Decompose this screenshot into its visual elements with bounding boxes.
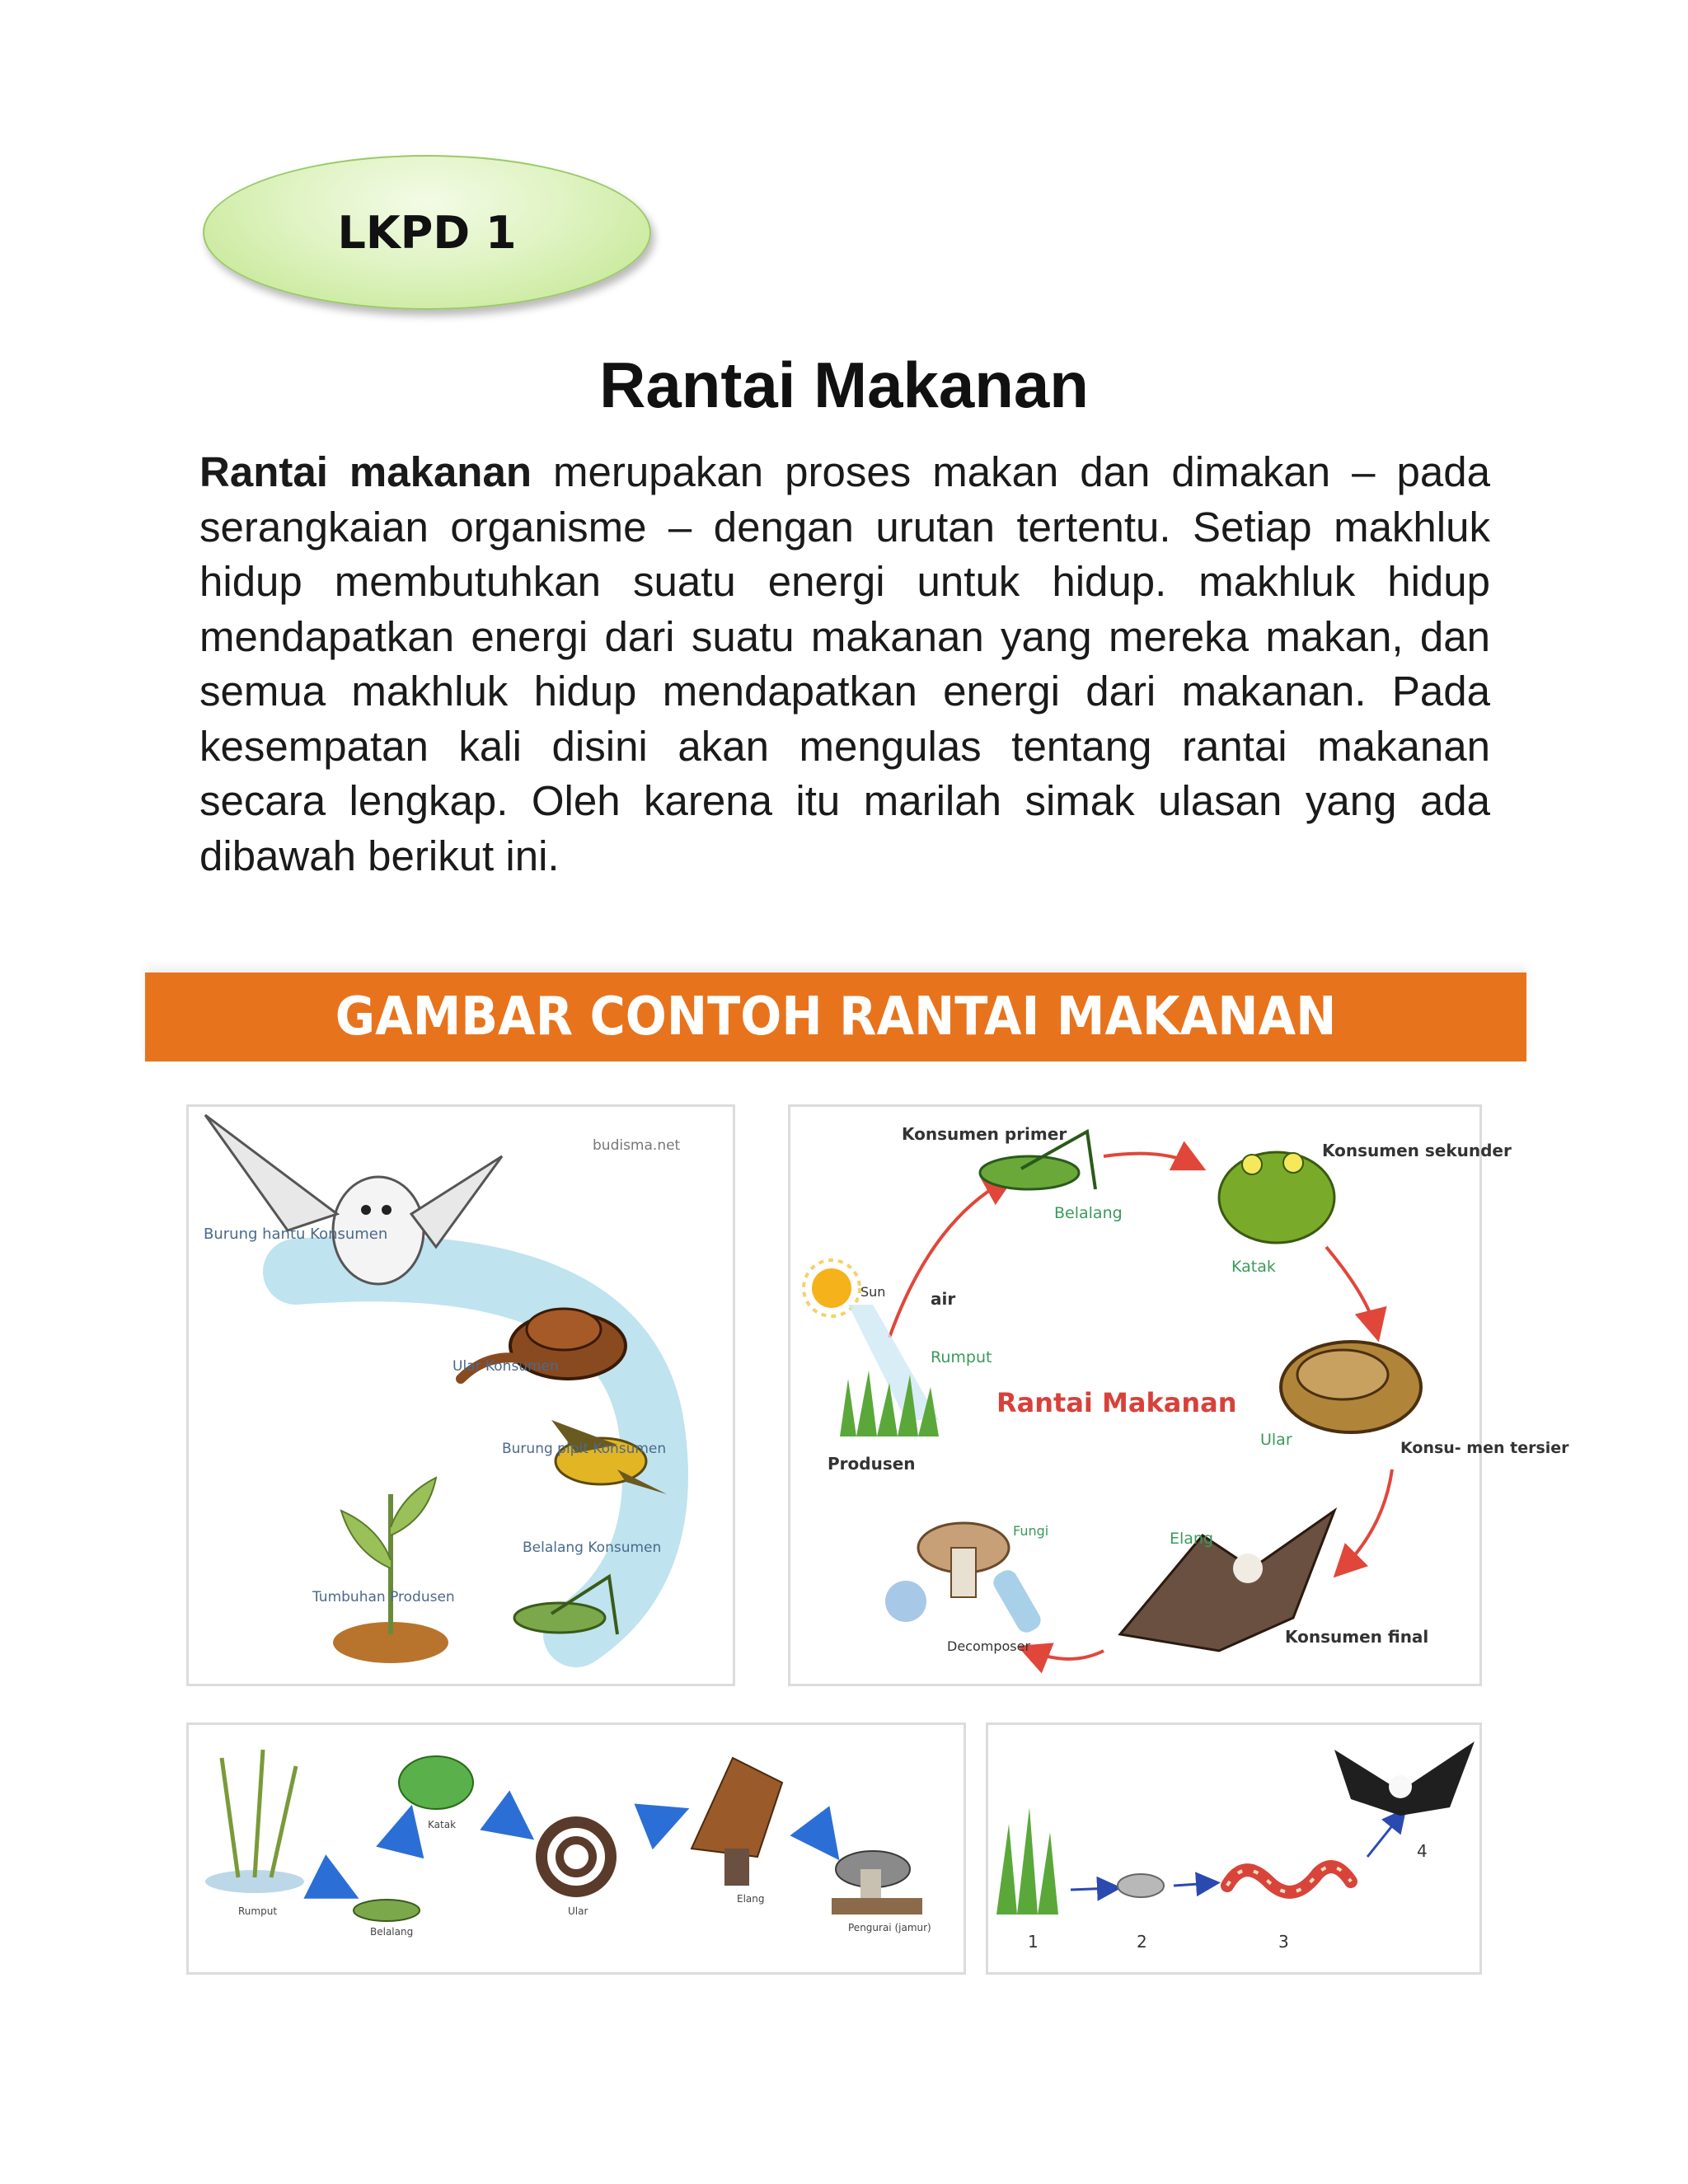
linear-chain-illustration: [189, 1725, 964, 1972]
numbered-arrow-3: [1367, 1816, 1400, 1857]
owl-label: Burung hantu Konsumen: [204, 1226, 388, 1243]
panel-numbered-chain: [986, 1722, 1482, 1975]
plant-illustration: [333, 1478, 448, 1663]
reed-illustration: [205, 1750, 304, 1893]
ular-label: Ular: [1260, 1431, 1292, 1449]
chain-arrow-2: [403, 1824, 407, 1840]
air-label: air: [931, 1289, 956, 1309]
figure-banner-title: GAMBAR CONTOH RANTAI MAKANAN: [335, 987, 1337, 1047]
step-number-1: 1: [1028, 1932, 1039, 1952]
panel-labeled-cycle: [788, 1104, 1569, 1686]
watermark: budisma.net: [593, 1137, 681, 1154]
elang-label: Elang: [1170, 1530, 1214, 1548]
snake-label: Ular Konsumen: [452, 1358, 559, 1375]
arrow-final-decomposer: [1029, 1651, 1104, 1659]
coral-snake-illustration: [1227, 1867, 1351, 1892]
arrow-producer-primary: [889, 1181, 1005, 1338]
chain-label-2: Belalang: [370, 1926, 414, 1938]
chain-label-4: Ular: [568, 1905, 588, 1917]
mouse-illustration: [1118, 1874, 1164, 1897]
chain-label-3: Katak: [428, 1819, 457, 1830]
rumput-label: Rumput: [931, 1348, 992, 1366]
secondary-label: Konsumen sekunder: [1322, 1141, 1512, 1160]
grass-illustration: [996, 1807, 1058, 1915]
intro-text: merupakan proses makan dan dimakan – pada serangkaian organisme – dengan urutan tertentu. Setiap makhluk hidup membutuhkan suatu energi untuk hidup. makhluk hidup mendapatkan energi dari suatu makanan yang mereka makan, dan semua makhluk hidup mendapatkan energi dari makanan. Pada kesempatan kali disini akan mengulas tentang rantai makanan secara lengkap. Oleh karena itu marilah simak ulasan yang ada dibawah berikut ini.: [199, 448, 1490, 879]
mushroom-illustration: [832, 1851, 922, 1915]
belalang-label: Belalang: [1054, 1204, 1123, 1222]
numbered-chain-illustration: [988, 1725, 1479, 1972]
produsen-label: Produsen: [828, 1454, 916, 1474]
chain-arrow-4: [650, 1816, 671, 1824]
page-title: Rantai Makanan: [599, 349, 1089, 421]
panel-circular-chain: [186, 1104, 735, 1686]
snake-illustration: [1281, 1342, 1421, 1432]
arrow-primary-secondary: [1104, 1154, 1194, 1165]
intro-paragraph: [199, 445, 1490, 883]
food-chain-figure: [145, 956, 1569, 1986]
snake-illustration: [542, 1822, 611, 1891]
grasshopper-illustration: [354, 1900, 420, 1921]
chain-arrow-3: [502, 1816, 518, 1828]
frog-illustration: [399, 1756, 473, 1809]
plant-label: Tumbuhan Produsen: [312, 1589, 455, 1605]
step-number-2: 2: [1137, 1932, 1147, 1952]
chain-label-6: Pengurai (jamur): [848, 1922, 931, 1933]
final-label: Konsumen final: [1285, 1627, 1429, 1647]
grasshopper-label: Belalang Konsumen: [523, 1540, 662, 1556]
circular-chain-illustration: [189, 1107, 733, 1684]
arrow-tertiary-final: [1343, 1469, 1392, 1568]
cycle-center-label: Rantai Makanan: [996, 1387, 1237, 1418]
chain-label-5: Elang: [737, 1893, 765, 1905]
sparrow-label: Burung pipit Konsumen: [502, 1441, 667, 1457]
mushroom-illustration: [885, 1523, 1044, 1636]
tertiary-label: Konsu- men tersier: [1400, 1439, 1569, 1457]
labeled-cycle-illustration: [790, 1107, 1569, 1684]
numbered-arrow-2: [1174, 1883, 1211, 1886]
numbered-arrow-1: [1071, 1888, 1112, 1890]
primary-label: Konsumen primer: [902, 1124, 1067, 1144]
hawk-illustration: [692, 1758, 782, 1886]
frog-illustration: [1219, 1152, 1334, 1243]
step-number-4: 4: [1417, 1841, 1428, 1861]
lkpd-badge: [203, 155, 651, 310]
chain-arrow-5: [815, 1828, 828, 1844]
lkpd-badge-label: LKPD 1: [337, 206, 517, 259]
fungi-label: Fungi: [1013, 1523, 1049, 1539]
panel-linear-chain: [186, 1722, 966, 1975]
chain-label-1: Rumput: [238, 1905, 278, 1917]
katak-label: Katak: [1231, 1258, 1276, 1276]
chain-arrow-1: [316, 1877, 341, 1890]
bald-eagle-illustration: [1334, 1741, 1475, 1816]
step-number-3: 3: [1278, 1932, 1289, 1952]
arrow-secondary-tertiary: [1326, 1247, 1376, 1329]
sun-label: Sun: [860, 1284, 886, 1300]
figure-banner: [145, 972, 1526, 1062]
intro-bold-term: Rantai makanan: [199, 448, 532, 495]
decomposer-label: Decomposer: [947, 1638, 1031, 1654]
